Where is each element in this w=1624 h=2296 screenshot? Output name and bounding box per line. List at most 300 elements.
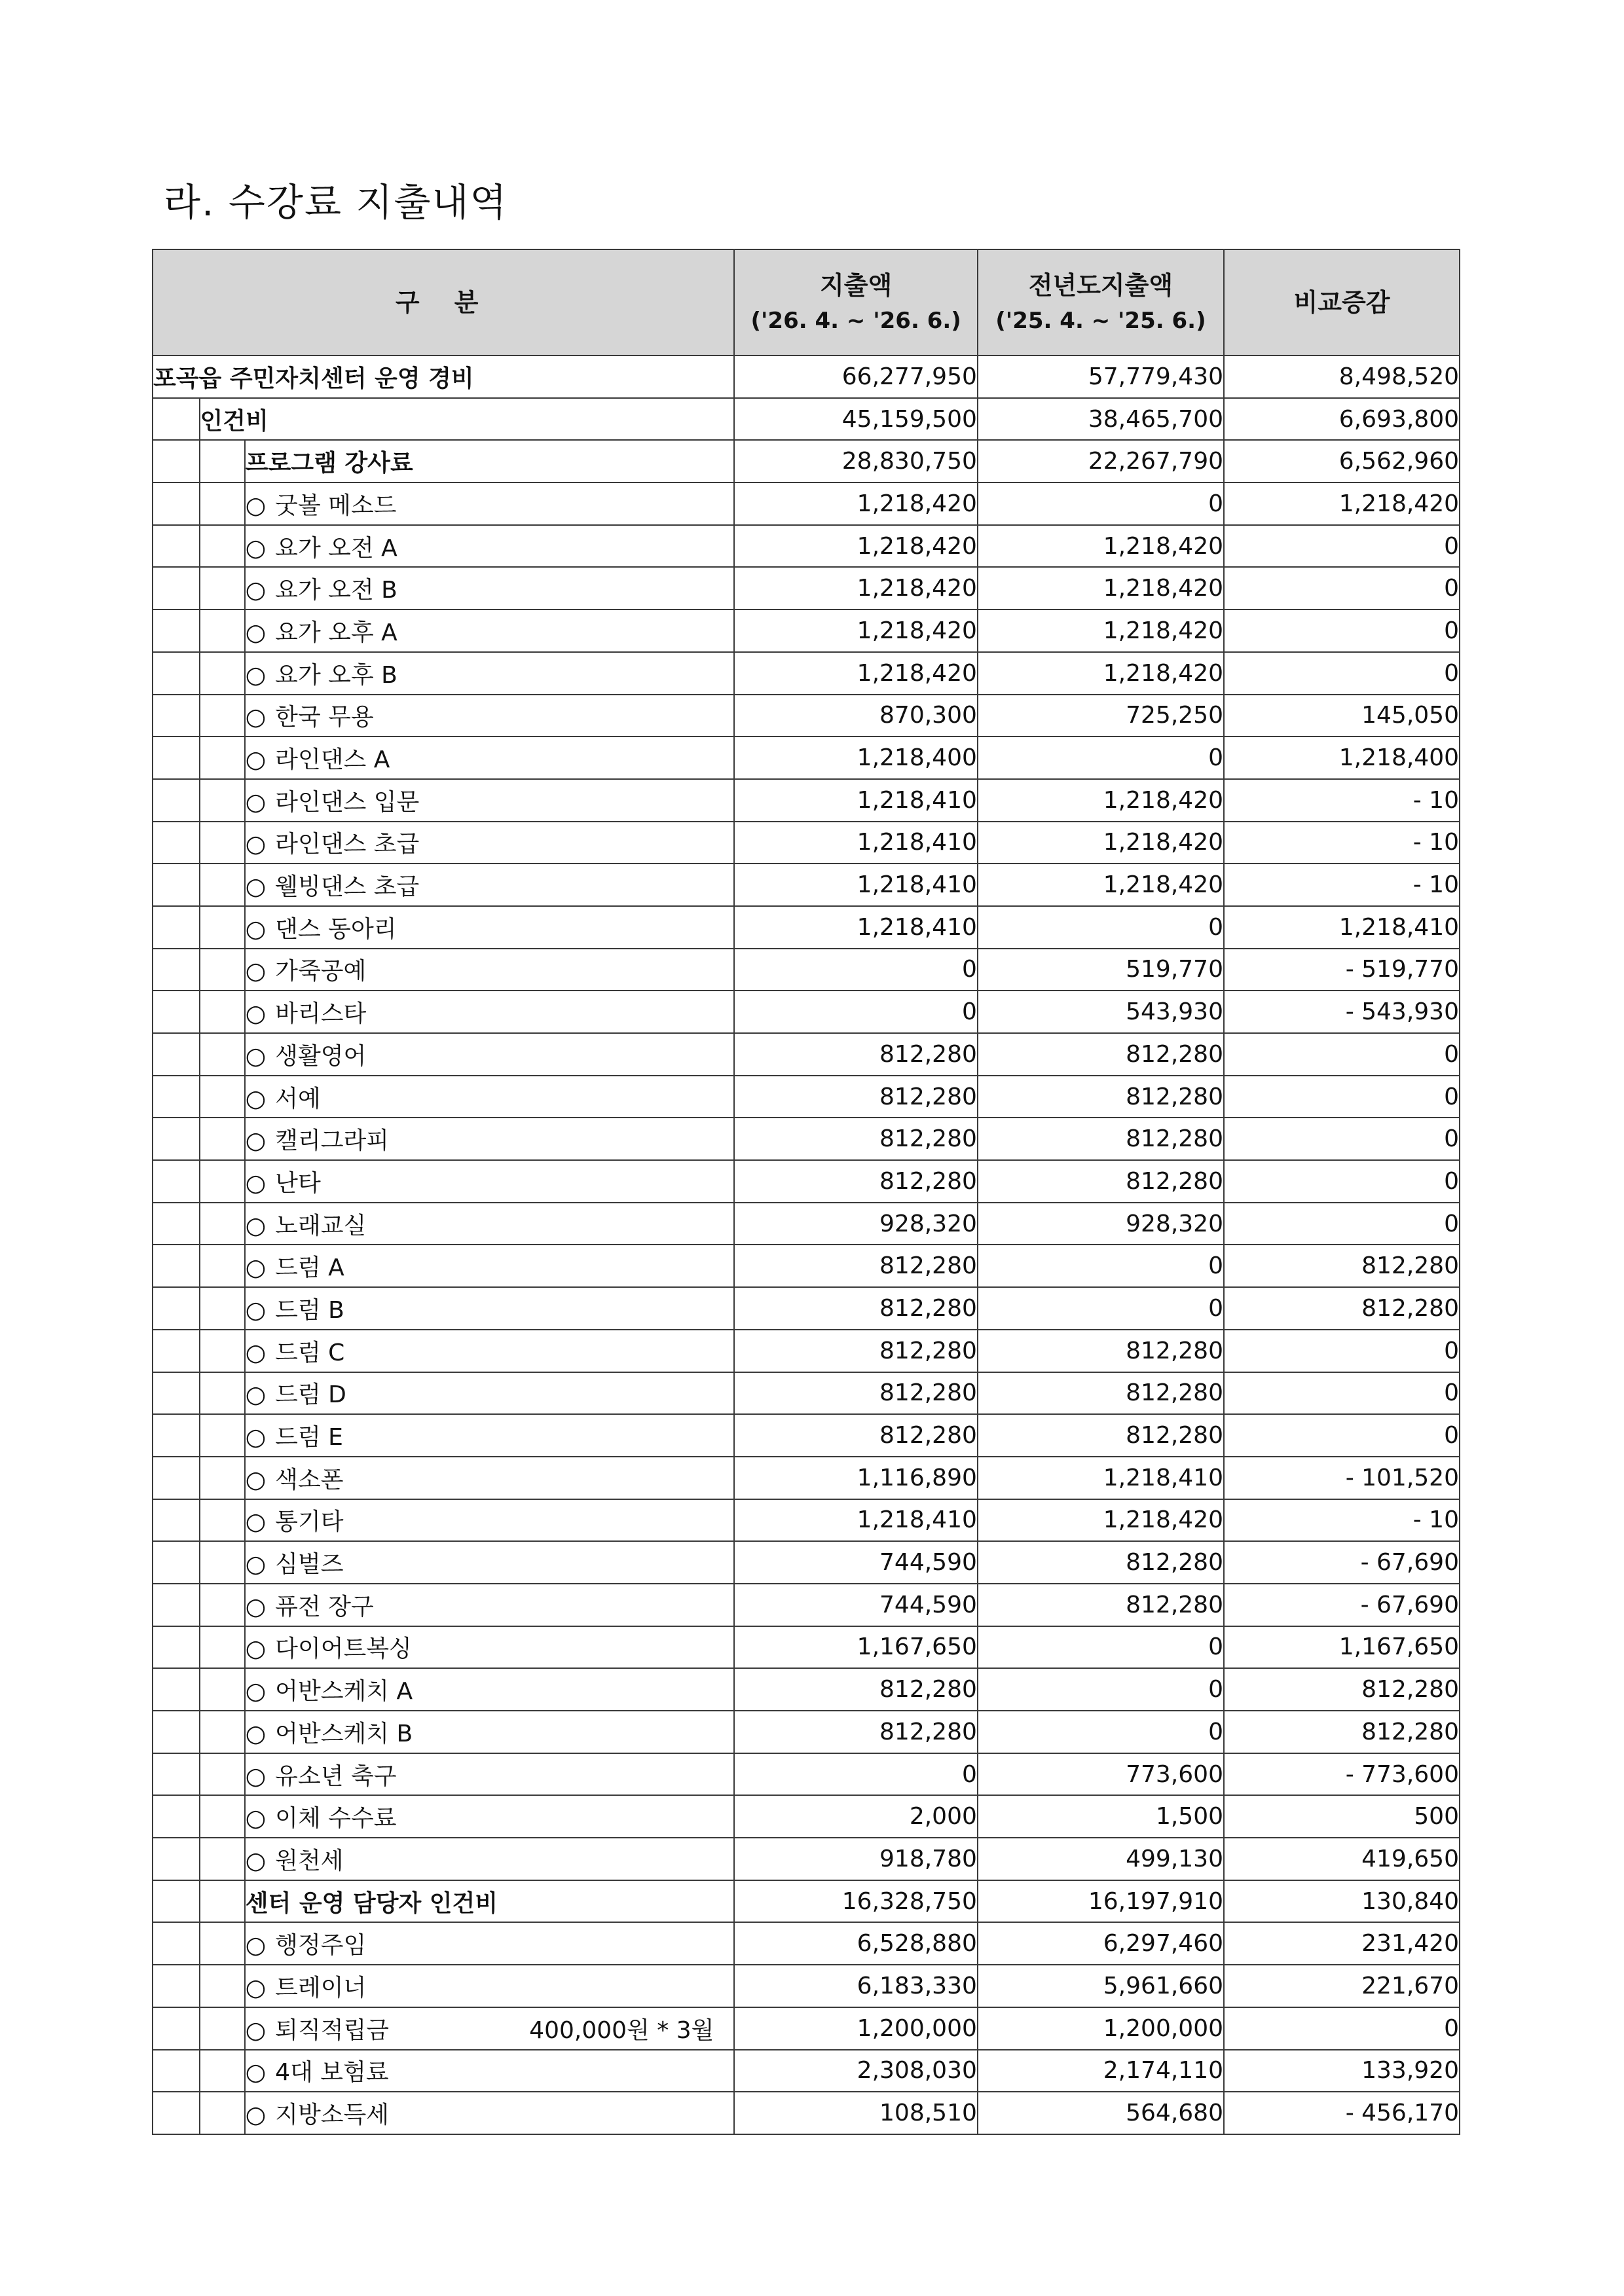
indent-cell: [200, 1838, 245, 1880]
row-label: 색소폰: [275, 1466, 344, 1493]
circle-bullet-icon: ○: [245, 1212, 267, 1239]
row-label: 요가 오후 B: [275, 661, 397, 689]
table-row: [153, 1541, 1460, 1584]
cell-diff: 419,650: [1224, 1838, 1460, 1880]
circle-bullet-icon: ○: [245, 492, 267, 519]
circle-bullet-icon: ○: [245, 831, 267, 858]
cell-current: 1,218,420: [734, 567, 978, 610]
cell-diff: 0: [1224, 1372, 1460, 1415]
circle-bullet-icon: ○: [245, 1551, 267, 1578]
indent-cell: [200, 949, 245, 991]
table-row: [153, 1753, 1460, 1796]
row-label: 통기타: [275, 1508, 344, 1536]
circle-bullet-icon: ○: [245, 1762, 267, 1790]
indent-cell: [200, 1753, 245, 1796]
circle-bullet-icon: ○: [245, 1254, 267, 1282]
indent-cell: [200, 652, 245, 695]
cell-current: 744,590: [734, 1541, 978, 1584]
cell-previous: 812,280: [978, 1584, 1224, 1626]
table-row: [153, 1965, 1460, 2007]
indent-cell: [153, 1838, 200, 1880]
cell-diff: 0: [1224, 610, 1460, 652]
table-row: [153, 1160, 1460, 1203]
table-row: [153, 1414, 1460, 1457]
indent-cell: [200, 737, 245, 779]
cell-diff: - 67,690: [1224, 1541, 1460, 1584]
cell-previous: 1,500: [978, 1795, 1224, 1838]
indent-cell: [200, 1287, 245, 1330]
cell-diff: 1,218,400: [1224, 737, 1460, 779]
row-label-cell: [245, 1626, 735, 1669]
indent-cell: [200, 1880, 245, 1923]
header-diff: 비교증감: [1224, 249, 1460, 355]
circle-bullet-icon: ○: [245, 873, 267, 901]
row-label-cell: [245, 1838, 735, 1880]
table-row: [153, 2092, 1460, 2134]
indent-cell: [200, 822, 245, 864]
indent-cell: [153, 864, 200, 906]
cell-previous: 1,218,410: [978, 1457, 1224, 1499]
cell-previous: 22,267,790: [978, 440, 1224, 483]
indent-cell: [200, 1965, 245, 2007]
circle-bullet-icon: ○: [245, 2102, 267, 2129]
cell-current: 1,218,420: [734, 525, 978, 568]
row-label-cell: [200, 398, 735, 441]
table-row: [153, 949, 1460, 991]
cell-diff: 812,280: [1224, 1245, 1460, 1287]
cell-current: 812,280: [734, 1414, 978, 1457]
table-row: [153, 355, 1460, 398]
row-label-cell: [245, 1584, 735, 1626]
indent-cell: [200, 779, 245, 822]
indent-cell: [153, 1795, 200, 1838]
indent-cell: [200, 864, 245, 906]
indent-cell: [153, 822, 200, 864]
indent-cell: [200, 1626, 245, 1669]
table-row: [153, 2050, 1460, 2092]
table-row: [153, 1711, 1460, 1753]
indent-cell: [153, 1414, 200, 1457]
indent-cell: [153, 1880, 200, 1923]
row-label: 퓨전 장구: [275, 1593, 374, 1620]
indent-cell: [200, 483, 245, 525]
cell-diff: - 519,770: [1224, 949, 1460, 991]
header-previous-title: 전년도지출액: [1028, 271, 1173, 300]
row-label: 원천세: [275, 1847, 344, 1874]
cell-diff: 500: [1224, 1795, 1460, 1838]
indent-cell: [200, 1076, 245, 1118]
row-label: 웰빙댄스 초급: [275, 873, 420, 901]
row-label-cell: [245, 779, 735, 822]
row-label: 드럼 C: [275, 1339, 345, 1366]
indent-cell: [153, 1668, 200, 1711]
cell-diff: 1,218,420: [1224, 483, 1460, 525]
header-previous: [978, 249, 1224, 355]
indent-cell: [153, 567, 200, 610]
cell-previous: 812,280: [978, 1372, 1224, 1415]
row-label: 가죽공예: [275, 958, 367, 985]
cell-previous: 1,218,420: [978, 864, 1224, 906]
indent-cell: [153, 1584, 200, 1626]
table-row: [153, 779, 1460, 822]
row-label: 캘리그라피: [275, 1127, 390, 1155]
table-row: [153, 483, 1460, 525]
indent-cell: [153, 483, 200, 525]
cell-current: 812,280: [734, 1033, 978, 1076]
cell-diff: 0: [1224, 1118, 1460, 1160]
cell-diff: - 10: [1224, 864, 1460, 906]
row-label: 센터 운영 담당자 인건비: [245, 1889, 498, 1917]
table-row: [153, 906, 1460, 949]
cell-current: 1,218,410: [734, 864, 978, 906]
indent-cell: [153, 1922, 200, 1965]
indent-cell: [153, 440, 200, 483]
indent-cell: [200, 567, 245, 610]
cell-diff: 221,670: [1224, 1965, 1460, 2007]
cell-previous: 812,280: [978, 1541, 1224, 1584]
indent-cell: [153, 1457, 200, 1499]
indent-cell: [153, 1160, 200, 1203]
cell-current: 6,183,330: [734, 1965, 978, 2007]
cell-previous: 1,218,420: [978, 525, 1224, 568]
row-label: 유소년 축구: [275, 1762, 397, 1790]
cell-current: 812,280: [734, 1330, 978, 1372]
table-row: [153, 440, 1460, 483]
row-label-cell: [245, 695, 735, 737]
row-label-cell: [245, 1541, 735, 1584]
row-label: 난타: [275, 1169, 321, 1197]
cell-diff: 8,498,520: [1224, 355, 1460, 398]
row-label-cell: [245, 2092, 735, 2134]
table-row: [153, 398, 1460, 441]
header-previous-period: ('25. 4. ~ '25. 6.): [995, 308, 1206, 334]
indent-cell: [200, 906, 245, 949]
table-row: [153, 1118, 1460, 1160]
indent-cell: [200, 2007, 245, 2050]
row-label-cell: [245, 1372, 735, 1415]
cell-diff: - 773,600: [1224, 1753, 1460, 1796]
indent-cell: [153, 1203, 200, 1245]
cell-current: 0: [734, 991, 978, 1033]
cell-previous: 773,600: [978, 1753, 1224, 1796]
row-label-cell: [245, 567, 735, 610]
row-label-cell: [245, 1118, 735, 1160]
row-label: 한국 무용: [275, 704, 374, 731]
cell-diff: 1,167,650: [1224, 1626, 1460, 1669]
circle-bullet-icon: ○: [245, 1932, 267, 1959]
circle-bullet-icon: ○: [245, 1169, 267, 1197]
circle-bullet-icon: ○: [245, 1381, 267, 1409]
row-label: 프로그램 강사료: [245, 450, 413, 477]
circle-bullet-icon: ○: [245, 1000, 267, 1028]
indent-cell: [200, 1795, 245, 1838]
row-label: 심벌즈: [275, 1551, 344, 1578]
cell-current: 1,218,420: [734, 610, 978, 652]
cell-previous: 928,320: [978, 1203, 1224, 1245]
row-label-cell: [245, 440, 735, 483]
header-current-title: 지출액: [820, 271, 893, 300]
cell-previous: 1,218,420: [978, 779, 1224, 822]
table-row: [153, 1922, 1460, 1965]
row-label: 서예: [275, 1085, 321, 1112]
cell-diff: 231,420: [1224, 1922, 1460, 1965]
row-label-cell: [153, 355, 734, 398]
indent-cell: [153, 1711, 200, 1753]
circle-bullet-icon: ○: [245, 1127, 267, 1155]
table-row: [153, 525, 1460, 568]
indent-cell: [153, 1372, 200, 1415]
row-label: 다이어트복싱: [275, 1635, 412, 1663]
row-label: 인건비: [200, 407, 268, 435]
indent-cell: [153, 1965, 200, 2007]
indent-cell: [200, 1245, 245, 1287]
cell-current: 812,280: [734, 1668, 978, 1711]
table-row: [153, 2007, 1460, 2050]
indent-cell: [153, 610, 200, 652]
cell-current: 812,280: [734, 1287, 978, 1330]
cell-current: 812,280: [734, 1076, 978, 1118]
cell-current: 2,308,030: [734, 2050, 978, 2092]
circle-bullet-icon: ○: [245, 958, 267, 985]
row-label: 드럼 D: [275, 1381, 346, 1409]
table-row: [153, 1880, 1460, 1923]
cell-current: 1,218,410: [734, 779, 978, 822]
cell-diff: - 10: [1224, 1499, 1460, 1542]
header-category: 구 분: [153, 249, 734, 355]
cell-current: 1,167,650: [734, 1626, 978, 1669]
cell-diff: - 456,170: [1224, 2092, 1460, 2134]
indent-cell: [200, 1668, 245, 1711]
cell-diff: - 67,690: [1224, 1584, 1460, 1626]
circle-bullet-icon: ○: [245, 2059, 267, 2086]
cell-current: 2,000: [734, 1795, 978, 1838]
cell-previous: 1,218,420: [978, 822, 1224, 864]
circle-bullet-icon: ○: [245, 1847, 267, 1874]
cell-diff: 812,280: [1224, 1668, 1460, 1711]
row-label: 드럼 E: [275, 1424, 343, 1451]
cell-previous: 2,174,110: [978, 2050, 1224, 2092]
cell-diff: 0: [1224, 1033, 1460, 1076]
cell-previous: 0: [978, 906, 1224, 949]
cell-previous: 0: [978, 483, 1224, 525]
indent-cell: [200, 1118, 245, 1160]
circle-bullet-icon: ○: [245, 619, 267, 646]
cell-previous: 0: [978, 1711, 1224, 1753]
cell-current: 0: [734, 949, 978, 991]
cell-diff: 130,840: [1224, 1880, 1460, 1923]
indent-cell: [153, 779, 200, 822]
table-row: [153, 1457, 1460, 1499]
table-header-row: [153, 249, 1460, 355]
circle-bullet-icon: ○: [245, 1805, 267, 1832]
table-row: [153, 1372, 1460, 1415]
indent-cell: [200, 2092, 245, 2134]
circle-bullet-icon: ○: [245, 1593, 267, 1620]
table-row: [153, 1584, 1460, 1626]
indent-cell: [153, 1033, 200, 1076]
indent-cell: [200, 991, 245, 1033]
cell-current: 16,328,750: [734, 1880, 978, 1923]
cell-diff: 0: [1224, 525, 1460, 568]
table-row: [153, 1795, 1460, 1838]
row-label: 요가 오후 A: [275, 619, 397, 646]
indent-cell: [153, 1076, 200, 1118]
row-label-cell: [245, 1711, 735, 1753]
cell-current: 928,320: [734, 1203, 978, 1245]
cell-diff: - 543,930: [1224, 991, 1460, 1033]
table-row: [153, 737, 1460, 779]
row-label-cell: [245, 1287, 735, 1330]
cell-diff: 6,693,800: [1224, 398, 1460, 441]
indent-cell: [200, 1584, 245, 1626]
row-label-cell: [245, 1160, 735, 1203]
cell-previous: 1,218,420: [978, 610, 1224, 652]
indent-cell: [200, 2050, 245, 2092]
cell-current: 1,218,410: [734, 822, 978, 864]
circle-bullet-icon: ○: [245, 1085, 267, 1112]
indent-cell: [153, 1753, 200, 1796]
circle-bullet-icon: ○: [245, 1424, 267, 1451]
cell-previous: 812,280: [978, 1033, 1224, 1076]
table-row: [153, 1626, 1460, 1669]
cell-previous: 1,200,000: [978, 2007, 1224, 2050]
row-label: 행정주임: [275, 1932, 367, 1959]
cell-diff: 0: [1224, 1160, 1460, 1203]
cell-diff: 0: [1224, 2007, 1460, 2050]
cell-previous: 0: [978, 1287, 1224, 1330]
table-row: [153, 652, 1460, 695]
indent-cell: [200, 1033, 245, 1076]
circle-bullet-icon: ○: [245, 1508, 267, 1536]
cell-previous: 519,770: [978, 949, 1224, 991]
cell-previous: 57,779,430: [978, 355, 1224, 398]
row-label-cell: [245, 1245, 735, 1287]
cell-current: 0: [734, 1753, 978, 1796]
table-row: [153, 695, 1460, 737]
row-label: 생활영어: [275, 1042, 367, 1070]
indent-cell: [200, 1372, 245, 1415]
cell-previous: 564,680: [978, 2092, 1224, 2134]
indent-cell: [153, 1541, 200, 1584]
cell-diff: 0: [1224, 1414, 1460, 1457]
indent-cell: [153, 991, 200, 1033]
indent-cell: [153, 1118, 200, 1160]
cell-current: 1,218,410: [734, 906, 978, 949]
circle-bullet-icon: ○: [245, 1466, 267, 1493]
row-label: 4대 보험료: [275, 2059, 389, 2086]
cell-previous: 16,197,910: [978, 1880, 1224, 1923]
indent-cell: [153, 398, 200, 441]
cell-current: 1,116,890: [734, 1457, 978, 1499]
row-label-cell: [245, 949, 735, 991]
cell-previous: 0: [978, 737, 1224, 779]
row-label-cell: [245, 652, 735, 695]
circle-bullet-icon: ○: [245, 1678, 267, 1705]
indent-cell: [153, 1499, 200, 1542]
section-title: 라. 수강료 지출내역: [164, 180, 508, 225]
circle-bullet-icon: ○: [245, 1042, 267, 1070]
indent-cell: [153, 2007, 200, 2050]
indent-cell: [153, 1330, 200, 1372]
row-label-cell: [245, 525, 735, 568]
cell-diff: 0: [1224, 1330, 1460, 1372]
cell-current: 812,280: [734, 1245, 978, 1287]
cell-previous: 812,280: [978, 1118, 1224, 1160]
row-label-cell: [245, 1922, 735, 1965]
row-label-cell: [245, 2007, 735, 2050]
row-label: 포곡읍 주민자치센터 운영 경비: [153, 365, 474, 392]
row-label-cell: [245, 483, 735, 525]
indent-cell: [200, 1922, 245, 1965]
cell-current: 812,280: [734, 1118, 978, 1160]
circle-bullet-icon: ○: [245, 577, 267, 604]
cell-current: 812,280: [734, 1711, 978, 1753]
indent-cell: [200, 1457, 245, 1499]
circle-bullet-icon: ○: [245, 788, 267, 816]
cell-previous: 38,465,700: [978, 398, 1224, 441]
row-label-cell: [245, 1457, 735, 1499]
cell-diff: 145,050: [1224, 695, 1460, 737]
table-row: [153, 1203, 1460, 1245]
row-label: 노래교실: [275, 1212, 367, 1239]
cell-previous: 725,250: [978, 695, 1224, 737]
row-label-cell: [245, 822, 735, 864]
cell-diff: - 10: [1224, 779, 1460, 822]
circle-bullet-icon: ○: [245, 1339, 267, 1366]
row-label: 어반스케치 A: [275, 1678, 413, 1705]
row-label: 굿볼 메소드: [275, 492, 397, 519]
indent-cell: [153, 1245, 200, 1287]
row-label-cell: [245, 1668, 735, 1711]
cell-diff: 812,280: [1224, 1711, 1460, 1753]
table-row: [153, 1287, 1460, 1330]
indent-cell: [200, 1160, 245, 1203]
indent-cell: [200, 1330, 245, 1372]
cell-previous: 5,961,660: [978, 1965, 1224, 2007]
cell-current: 28,830,750: [734, 440, 978, 483]
indent-cell: [153, 1626, 200, 1669]
circle-bullet-icon: ○: [245, 1296, 267, 1324]
indent-cell: [200, 1203, 245, 1245]
cell-diff: 6,562,960: [1224, 440, 1460, 483]
cell-diff: 1,218,410: [1224, 906, 1460, 949]
row-label: 드럼 B: [275, 1296, 344, 1324]
row-label-cell: [245, 1499, 735, 1542]
circle-bullet-icon: ○: [245, 1635, 267, 1663]
cell-previous: 6,297,460: [978, 1922, 1224, 1965]
table-row: [153, 1668, 1460, 1711]
cell-previous: 499,130: [978, 1838, 1224, 1880]
cell-current: 812,280: [734, 1372, 978, 1415]
row-label: 이체 수수료: [275, 1805, 397, 1832]
row-label: 퇴직적립금: [275, 2016, 390, 2044]
table-row: [153, 1838, 1460, 1880]
row-label: 요가 오전 A: [275, 534, 397, 562]
indent-cell: [200, 610, 245, 652]
row-label-cell: [245, 1203, 735, 1245]
header-current: [734, 249, 978, 355]
cell-diff: - 101,520: [1224, 1457, 1460, 1499]
row-label: 라인댄스 A: [275, 746, 390, 774]
indent-cell: [200, 1499, 245, 1542]
expense-table: [152, 249, 1460, 2135]
indent-cell: [153, 652, 200, 695]
cell-diff: - 10: [1224, 822, 1460, 864]
table-row: [153, 822, 1460, 864]
table-row: [153, 1076, 1460, 1118]
cell-previous: 812,280: [978, 1076, 1224, 1118]
row-label-cell: [245, 1965, 735, 2007]
